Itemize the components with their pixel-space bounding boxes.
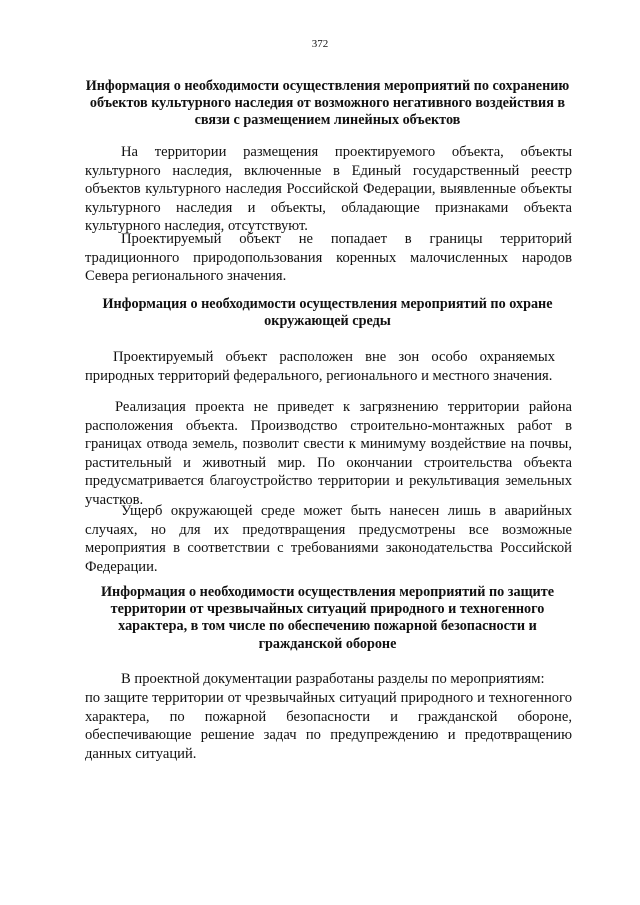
heading-cultural-heritage: Информация о необходимости осуществления мероприятий по сохранению объектов культурного наследия от возможного негативного воздействия в связи с размещением линейных объектов (85, 78, 570, 129)
paragraph-environment-1: Проектируемый объект расположен вне зон особо охраняемых природных территорий федерального, регионального и местного значения. (85, 349, 555, 384)
heading-environment-protection: Информация о необходимости осуществления мероприятий по охране окружающей среды (102, 296, 553, 330)
page-number: 372 (311, 38, 329, 50)
paragraph-environment-3: Ущерб окружающей среде может быть нанесен лишь в аварийных случаях, но для их предотвращения предусмотрены все возможные мероприятия в соответствии с требованиями законодательства Российской Федерации. (85, 503, 572, 575)
paragraph-emergency-2: по защите территории от чрезвычайных ситуаций природного и техногенного характера, по пожарной безопасности и гражданской обороне, обеспечивающие решение задач по предупреждению и предотвращению данных ситуаций. (85, 690, 572, 762)
heading-emergency-protection: Информация о необходимости осуществления мероприятий по защите территории от чрезвычайных ситуаций природного и техногенного характера, в том числе по обеспечению пожарной безопасности и гражданской обороне (100, 584, 554, 652)
paragraph-cultural-heritage-1: На территории размещения проектируемого объекта, объекты культурного наследия, включенные в Единый государственный реестр объектов культурного наследия Российской Федерации, выявленные объекты культурного наследия и объекты, обладающие признаками объекта культурного наследия, отсутствуют. (85, 144, 572, 234)
paragraph-cultural-heritage-2: Проектируемый объект не попадает в границы территорий традиционного природопользования коренных малочисленных народов Севера регионального значения. (85, 231, 572, 284)
paragraph-environment-2: Реализация проекта не приведет к загрязнению территории района расположения объекта. Производство строительно-монтажных работ в границах отвода земель, позволит свести к минимуму воздействие на почвы, растительный и животный мир. По окончании строительства объекта предусматривается благоустройство территории и рекультивация земельных участков. (85, 399, 572, 508)
paragraph-emergency-1: В проектной документации разработаны разделы по мероприятиям: (121, 671, 545, 687)
